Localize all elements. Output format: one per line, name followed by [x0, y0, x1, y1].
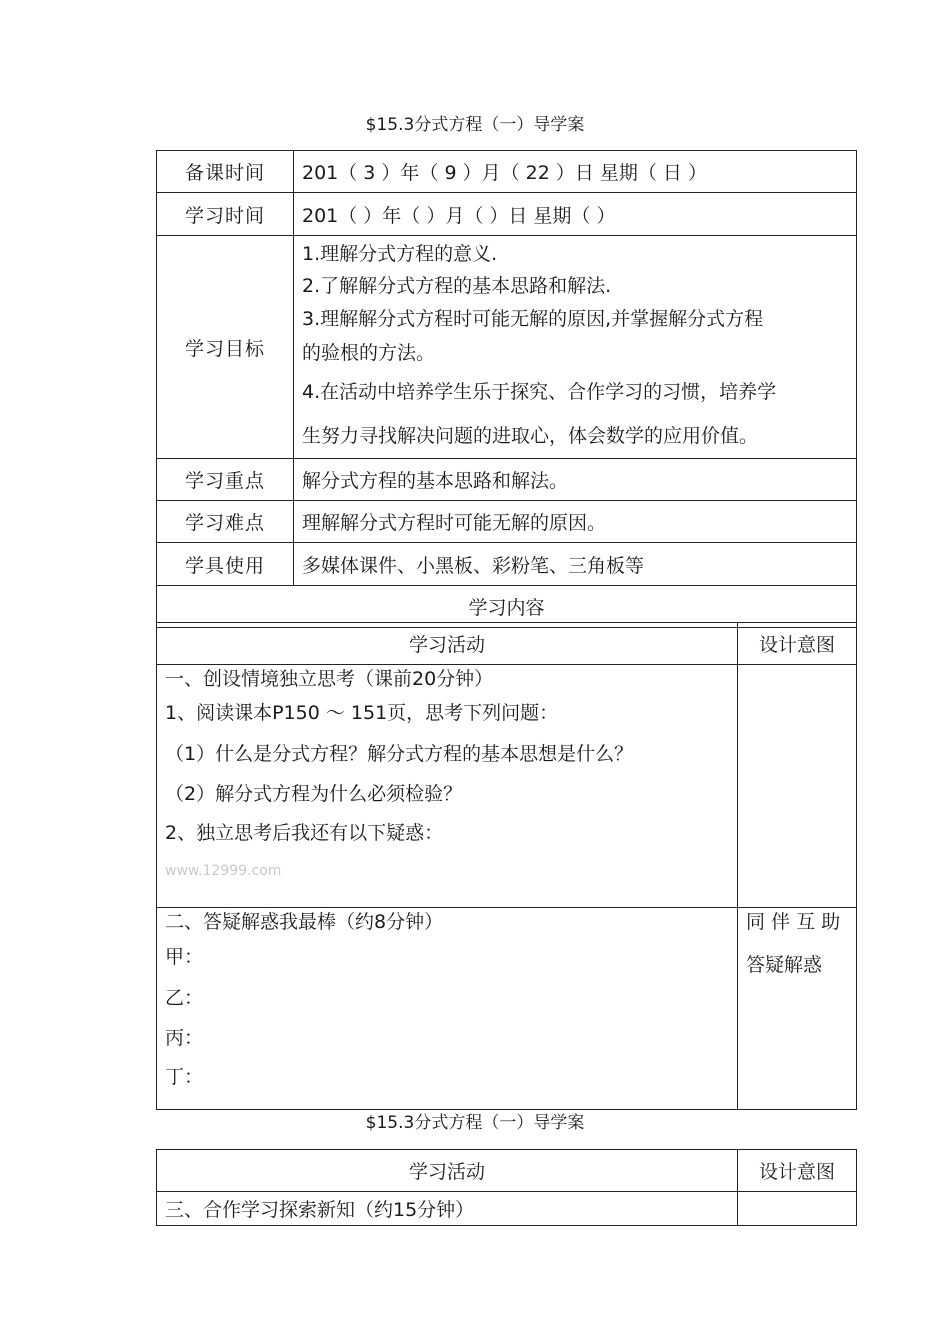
- objectives-label: 学习目标: [157, 236, 294, 459]
- tools-row: [157, 543, 857, 586]
- section1-line: 1、阅读课本P150 ～ 151页，思考下列问题：: [165, 702, 559, 724]
- tools-value: 多媒体课件、小黑板、彩粉笔、三角板等: [294, 543, 857, 586]
- intent-header: 设计意图: [738, 623, 857, 665]
- section3-row: [157, 1192, 857, 1226]
- objective-line: 生努力寻找解决问题的进取心，体会数学的应用价值。: [302, 425, 759, 447]
- section1-intent: [738, 665, 857, 908]
- study-time-row: [157, 193, 857, 236]
- activity-header-row: [157, 623, 857, 665]
- section2-content: [157, 908, 738, 1110]
- section1-line: （2）解分式方程为什么必须检验？: [165, 783, 463, 805]
- section1-heading: 一、创设情境独立思考（课前20分钟）: [165, 668, 494, 690]
- page2-table: [156, 1149, 857, 1226]
- section1-row: [157, 665, 857, 908]
- study-time-label: 学习时间: [157, 193, 294, 236]
- section2-row: [157, 908, 857, 1110]
- study-time-value: 201（ ）年（ ）月（ ）日 星期（ ）: [294, 193, 857, 236]
- section1-line: （1）什么是分式方程？解分式方程的基本思想是什么？: [165, 743, 634, 765]
- activity-header: 学习活动: [157, 623, 738, 665]
- section2-heading: 二、答疑解惑我最棒（约8分钟）: [165, 911, 444, 933]
- section2-intent: [738, 908, 857, 1110]
- tools-label: 学具使用: [157, 543, 294, 586]
- page2-intent-header: 设计意图: [738, 1150, 857, 1192]
- answer-item: 甲：: [165, 946, 204, 968]
- objective-line: 3.理解解分式方程时可能无解的原因,并掌握解分式方程: [302, 308, 764, 330]
- prep-time-row: [157, 151, 857, 193]
- focus-label: 学习重点: [157, 459, 294, 501]
- objectives-row: [157, 236, 857, 459]
- section2-intent-line: 同 伴 互 助: [746, 911, 841, 933]
- difficulty-label: 学习难点: [157, 501, 294, 543]
- info-table: [156, 150, 857, 628]
- page2-header-row: [157, 1150, 857, 1192]
- section2-intent-line: 答疑解惑: [746, 954, 823, 976]
- page2-activity-header: 学习活动: [157, 1150, 738, 1192]
- focus-row: [157, 459, 857, 501]
- answer-item: 丙：: [165, 1027, 204, 1049]
- answer-item: 丁：: [165, 1066, 204, 1088]
- page2-title: $15.3分式方程（一）导学案: [365, 1113, 585, 1133]
- focus-value: 解分式方程的基本思路和解法。: [294, 459, 857, 501]
- prep-time-label: 备课时间: [157, 151, 294, 193]
- prep-time-value: 201（ 3 ）年（ 9 ）月（ 22 ）日 星期（ 日 ）: [294, 151, 857, 193]
- answer-item: 乙：: [165, 987, 204, 1009]
- objective-line: 的验根的方法。: [302, 342, 436, 364]
- page-title: $15.3分式方程（一）导学案: [365, 115, 585, 135]
- watermark: www.12999.com: [165, 863, 282, 879]
- difficulty-value: 理解解分式方程时可能无解的原因。: [294, 501, 857, 543]
- objective-line: 4.在活动中培养学生乐于探究、合作学习的习惯，培养学: [302, 381, 777, 403]
- content-header: 学习内容: [157, 586, 857, 628]
- objectives-list: [294, 236, 857, 459]
- objective-line: 2.了解解分式方程的基本思路和解法.: [302, 275, 612, 297]
- section1-content: [157, 665, 738, 908]
- difficulty-row: [157, 501, 857, 543]
- section3-heading: 三、合作学习探索新知（约15分钟）: [157, 1192, 738, 1226]
- activity-table: [156, 622, 857, 1110]
- section1-line: 2、独立思考后我还有以下疑惑：: [165, 822, 444, 844]
- objective-line: 1.理解分式方程的意义.: [302, 243, 498, 265]
- section3-intent: [738, 1192, 857, 1226]
